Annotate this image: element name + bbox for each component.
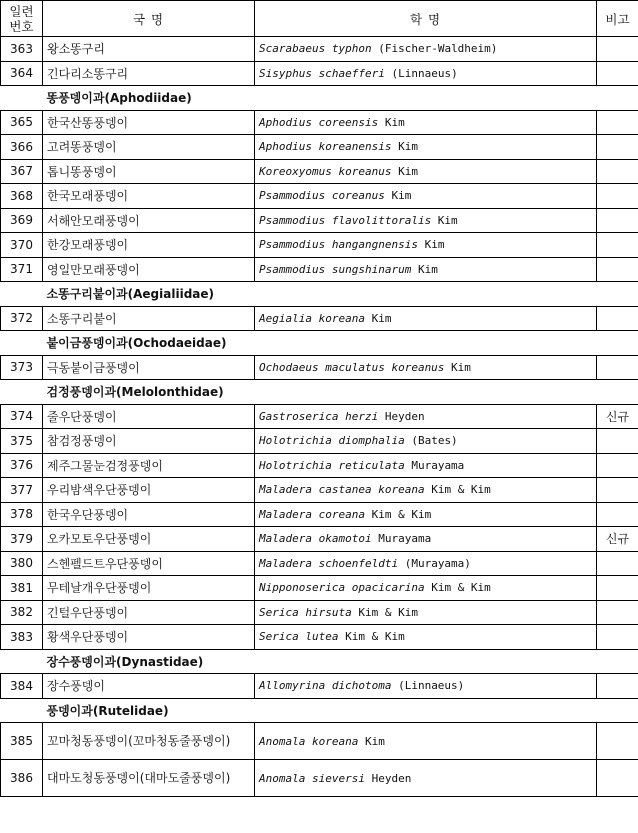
author: Kim	[417, 238, 445, 252]
korean-name: 긴털우단풍뎅이	[43, 600, 255, 625]
family-heading: 붙이금풍뎅이과(Ochodaeidae)	[46, 336, 227, 351]
binomial: Koreoxyomus koreanus	[259, 164, 392, 178]
table-row	[1, 625, 638, 650]
author: (Murayama)	[398, 556, 471, 570]
scientific-name	[255, 110, 597, 135]
note	[597, 478, 638, 503]
header-number	[1, 1, 43, 37]
scientific-name	[255, 355, 597, 380]
serial-number: 384	[1, 674, 43, 699]
family-row	[1, 380, 638, 405]
note	[597, 453, 638, 478]
note	[597, 355, 638, 380]
header-korean-name: 국 명	[43, 1, 255, 37]
binomial: Psammodius hangangnensis	[259, 238, 418, 252]
author: Murayama	[371, 532, 432, 546]
table-row	[1, 208, 638, 233]
author: (Linnaeus)	[391, 679, 465, 693]
scientific-name	[255, 527, 597, 552]
note	[597, 37, 638, 62]
serial-number: 379	[1, 527, 43, 552]
author: (Linnaeus)	[384, 66, 458, 80]
author: Murayama	[404, 458, 465, 472]
binomial: Aegialia koreana	[259, 311, 365, 325]
serial-number: 375	[1, 429, 43, 454]
note	[597, 576, 638, 601]
table-row	[1, 110, 638, 135]
scientific-name	[255, 159, 597, 184]
korean-name: 한국우단풍뎅이	[43, 502, 255, 527]
binomial: Nipponoserica opacicarina	[259, 581, 425, 595]
table-row	[1, 404, 638, 429]
note	[597, 233, 638, 258]
serial-number: 365	[1, 110, 43, 135]
korean-name: 서해안모래풍뎅이	[43, 208, 255, 233]
serial-number: 383	[1, 625, 43, 650]
table-row	[1, 600, 638, 625]
binomial: Sisyphus schaefferi	[259, 66, 385, 80]
table-row	[1, 37, 638, 62]
note	[597, 110, 638, 135]
author: Kim & Kim	[338, 630, 405, 644]
table-row	[1, 674, 638, 699]
scientific-name	[255, 760, 597, 797]
header-note: 비고	[597, 1, 638, 37]
author: Kim	[384, 189, 412, 203]
note	[597, 306, 638, 331]
scientific-name	[255, 502, 597, 527]
note: 신규	[597, 527, 638, 552]
author: Kim	[431, 213, 458, 227]
serial-number: 378	[1, 502, 43, 527]
scientific-name	[255, 306, 597, 331]
korean-name: 무테날개우단풍뎅이	[43, 576, 255, 601]
korean-name: 스헨펠드트우단풍뎅이	[43, 551, 255, 576]
binomial: Scarabaeus typhon	[259, 42, 372, 56]
author: Kim & Kim	[424, 581, 491, 595]
table-row	[1, 453, 638, 478]
table-row	[1, 527, 638, 552]
scientific-name	[255, 674, 597, 699]
table-row	[1, 135, 638, 160]
note	[597, 600, 638, 625]
author: (Fischer-Waldheim)	[371, 42, 498, 56]
table-row	[1, 576, 638, 601]
header-number-text: 일련 번호	[9, 3, 34, 34]
note	[597, 502, 638, 527]
binomial: Maladera schoenfeldti	[259, 556, 399, 570]
binomial: Aphodius coreensis	[259, 115, 379, 129]
table-row	[1, 159, 638, 184]
scientific-name	[255, 184, 597, 209]
author: Kim	[444, 360, 471, 374]
table-row	[1, 429, 638, 454]
korean-name: 톱니똥풍뎅이	[43, 159, 255, 184]
note	[597, 723, 638, 760]
note	[597, 429, 638, 454]
note	[597, 159, 638, 184]
binomial: Anomala sieversi	[259, 771, 365, 785]
scientific-name	[255, 723, 597, 760]
note	[597, 61, 638, 86]
korean-name: 우리밤색우단풍뎅이	[43, 478, 255, 503]
korean-name: 한국산똥풍뎅이	[43, 110, 255, 135]
note	[597, 135, 638, 160]
korean-name: 황색우단풍뎅이	[43, 625, 255, 650]
scientific-name	[255, 576, 597, 601]
family-row	[1, 331, 638, 356]
table-row	[1, 257, 638, 282]
scientific-name	[255, 625, 597, 650]
binomial: Holotrichia diomphalia	[259, 434, 405, 448]
binomial: Aphodius koreanensis	[259, 140, 392, 154]
table-row	[1, 233, 638, 258]
header-row	[1, 1, 638, 37]
author: Kim	[391, 164, 418, 178]
serial-number: 380	[1, 551, 43, 576]
serial-number: 373	[1, 355, 43, 380]
scientific-name	[255, 429, 597, 454]
family-heading: 풍뎅이과(Rutelidae)	[46, 703, 169, 718]
binomial: Holotrichia reticulata	[259, 458, 405, 472]
binomial: Psammodius coreanus	[259, 189, 385, 203]
note	[597, 184, 638, 209]
author: Kim & Kim	[364, 507, 432, 521]
korean-name: 꼬마청동풍뎅이(꼬마청동줄풍뎅이)	[43, 723, 255, 760]
binomial: Serica hirsuta	[259, 605, 352, 619]
family-heading: 소똥구리붙이과(Aegialiidae)	[46, 287, 215, 302]
binomial: Allomyrina dichotoma	[259, 679, 392, 693]
serial-number: 382	[1, 600, 43, 625]
serial-number: 370	[1, 233, 43, 258]
serial-number: 372	[1, 306, 43, 331]
binomial: Psammodius sungshinarum	[259, 262, 412, 276]
binomial: Gastroserica herzi	[259, 409, 379, 423]
scientific-name	[255, 453, 597, 478]
serial-number: 377	[1, 478, 43, 503]
serial-number: 386	[1, 760, 43, 797]
serial-number: 364	[1, 61, 43, 86]
binomial: Serica lutea	[259, 630, 339, 644]
header-scientific-name: 학 명	[255, 1, 597, 37]
family-row	[1, 698, 638, 723]
korean-name: 긴다리소똥구리	[43, 61, 255, 86]
serial-number: 374	[1, 404, 43, 429]
scientific-name	[255, 233, 597, 258]
family-row	[1, 86, 638, 111]
korean-name: 장수풍뎅이	[43, 674, 255, 699]
note	[597, 257, 638, 282]
table-row	[1, 502, 638, 527]
note	[597, 551, 638, 576]
korean-name: 참검정풍뎅이	[43, 429, 255, 454]
scientific-name	[255, 257, 597, 282]
serial-number: 367	[1, 159, 43, 184]
table-row	[1, 551, 638, 576]
family-heading: 장수풍뎅이과(Dynastidae)	[46, 654, 204, 669]
family-heading: 검정풍뎅이과(Melolonthidae)	[46, 385, 224, 400]
korean-name: 고려똥풍뎅이	[43, 135, 255, 160]
korean-name: 줄우단풍뎅이	[43, 404, 255, 429]
author: Kim & Kim	[351, 605, 418, 619]
korean-name: 극동붙이금풍뎅이	[43, 355, 255, 380]
note	[597, 208, 638, 233]
family-row	[1, 282, 638, 307]
author: Kim	[391, 140, 418, 154]
note	[597, 625, 638, 650]
korean-name: 대마도청동풍뎅이(대마도줄풍뎅이)	[43, 760, 255, 797]
scientific-name	[255, 478, 597, 503]
table-row	[1, 61, 638, 86]
scientific-name	[255, 135, 597, 160]
korean-name: 왕소똥구리	[43, 37, 255, 62]
binomial: Maladera okamotoi	[259, 532, 372, 546]
serial-number: 369	[1, 208, 43, 233]
scientific-name	[255, 600, 597, 625]
family-heading: 똥풍뎅이과(Aphodiidae)	[46, 91, 192, 106]
serial-number: 363	[1, 37, 43, 62]
author: Heyden	[378, 409, 425, 423]
korean-name: 영일만모래풍뎅이	[43, 257, 255, 282]
serial-number: 366	[1, 135, 43, 160]
scientific-name	[255, 37, 597, 62]
serial-number: 371	[1, 257, 43, 282]
table-row	[1, 306, 638, 331]
binomial: Maladera castanea koreana	[259, 483, 425, 497]
note: 신규	[597, 404, 638, 429]
author: Kim	[411, 262, 438, 276]
serial-number: 376	[1, 453, 43, 478]
serial-number: 368	[1, 184, 43, 209]
serial-number: 381	[1, 576, 43, 601]
binomial: Anomala koreana	[259, 734, 359, 748]
korean-name: 한국모래풍뎅이	[43, 184, 255, 209]
scientific-name	[255, 61, 597, 86]
author: Kim	[358, 734, 385, 748]
table-row	[1, 355, 638, 380]
author: Kim	[364, 311, 392, 325]
scientific-name	[255, 551, 597, 576]
note	[597, 760, 638, 797]
table-body	[1, 37, 638, 797]
author: Kim	[378, 115, 405, 129]
korean-name: 제주그물눈검정풍뎅이	[43, 453, 255, 478]
table-row	[1, 760, 638, 797]
family-row	[1, 649, 638, 674]
author: Kim & Kim	[424, 483, 491, 497]
author: (Bates)	[404, 434, 458, 448]
binomial: Maladera coreana	[259, 507, 365, 521]
table-row	[1, 184, 638, 209]
binomial: Psammodius flavolittoralis	[259, 213, 432, 227]
korean-name: 소똥구리붙이	[43, 306, 255, 331]
note	[597, 674, 638, 699]
author: Heyden	[364, 771, 412, 785]
scientific-name	[255, 208, 597, 233]
korean-name: 한강모래풍뎅이	[43, 233, 255, 258]
table-row	[1, 723, 638, 760]
table-row	[1, 478, 638, 503]
scientific-name	[255, 404, 597, 429]
binomial: Ochodaeus maculatus koreanus	[259, 360, 445, 374]
korean-name: 오카모토우단풍뎅이	[43, 527, 255, 552]
serial-number: 385	[1, 723, 43, 760]
